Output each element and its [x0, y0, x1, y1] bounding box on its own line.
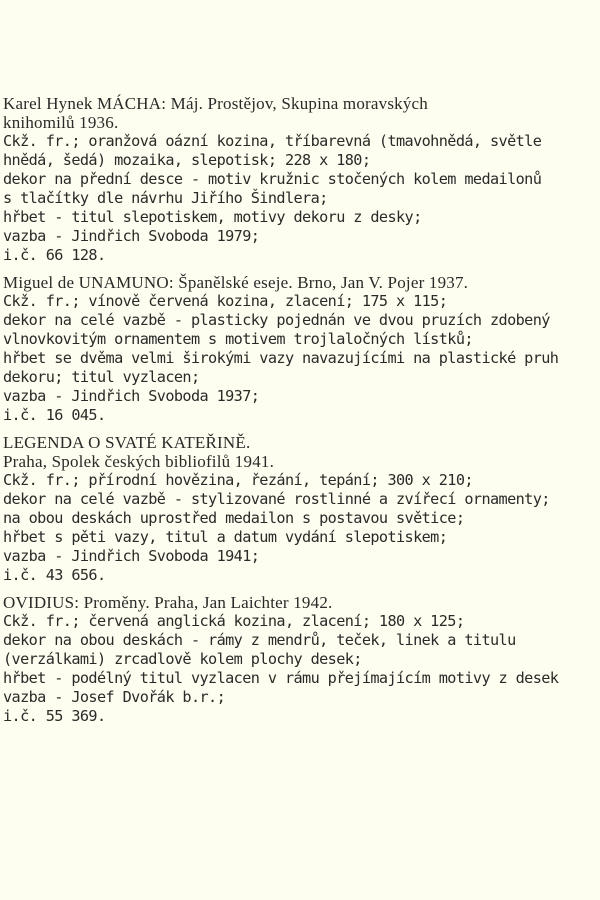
entry-binder: vazba - Jindřich Svoboda 1941; — [3, 547, 260, 565]
entry-title: Miguel de UNAMUNO: Španělské eseje. Brno, Jan V. Pojer 1937. — [3, 273, 469, 292]
entry-decor-continued: (verzálkami) zrcadlově kolem plochy desek; — [3, 650, 362, 668]
entry-decor: dekor na celé vazbě - stylizované rostlinné a zvířecí ornamenty; — [3, 490, 550, 508]
entry-spine: hřbet - titul slepotiskem, motivy dekoru z desky; — [3, 208, 422, 226]
catalog-entry-unamuno — [3, 273, 600, 425]
entry-title-continued: knihomilů 1936. — [3, 113, 119, 132]
catalog-page — [3, 94, 600, 734]
entry-decor-continued: na obou deskách uprostřed medailon s postavou světice; — [3, 509, 465, 527]
entry-binding-material: Ckž. fr.; přírodní hovězina, řezání, tepání; 300 x 210; — [3, 471, 473, 489]
catalog-entry-ovidius — [3, 593, 600, 726]
entry-binder: vazba - Jindřich Svoboda 1979; — [3, 227, 260, 245]
entry-title: Karel Hynek MÁCHA: Máj. Prostějov, Skupina moravských — [3, 94, 428, 113]
entry-binding-material: Ckž. fr.; červená anglická kozina, zlacení; 180 x 125; — [3, 612, 465, 630]
entry-spine: hřbet - podélný titul vyzlacen v rámu přejímajícím motivy z desek — [3, 669, 559, 687]
entry-decor-continued: vlnovkovitým ornamentem s motivem trojlaločných lístků; — [3, 330, 473, 348]
entry-title: OVIDIUS: Proměny. Praha, Jan Laichter 1942. — [3, 593, 333, 612]
entry-binder: vazba - Josef Dvořák b.r.; — [3, 688, 226, 706]
entry-inventory-number: i.č. 66 128. — [3, 246, 106, 264]
entry-binding-material: Ckž. fr.; vínově červená kozina, zlacení; 175 x 115; — [3, 292, 448, 310]
entry-title: LEGENDA O SVATÉ KATEŘINĚ. — [3, 433, 251, 452]
entry-decor: dekor na přední desce - motiv kružnic stočených kolem medailonů — [3, 170, 542, 188]
entry-inventory-number: i.č. 43 656. — [3, 566, 106, 584]
entry-spine: hřbet s pěti vazy, titul a datum vydání slepotiskem; — [3, 528, 448, 546]
entry-decor: dekor na obou deskách - rámy z mendrů, teček, linek a titulu — [3, 631, 516, 649]
entry-inventory-number: i.č. 55 369. — [3, 707, 106, 725]
entry-binding-material: Ckž. fr.; oranžová oázní kozina, tříbarevná (tmavohnědá, světle — [3, 132, 542, 150]
catalog-entry-macha — [3, 94, 600, 265]
entry-binding-material-continued: hnědá, šedá) mozaika, slepotisk; 228 x 180; — [3, 151, 371, 169]
entry-title-continued: Praha, Spolek českých bibliofilů 1941. — [3, 452, 275, 471]
entry-decor-continued: s tlačítky dle návrhu Jiřího Šindlera; — [3, 189, 328, 207]
entry-binder: vazba - Jindřich Svoboda 1937; — [3, 387, 260, 405]
entry-decor: dekor na celé vazbě - plasticky pojednán ve dvou pruzích zdobený — [3, 311, 550, 329]
entry-inventory-number: i.č. 16 045. — [3, 406, 106, 424]
entry-spine: hřbet se dvěma velmi širokými vazy navazujícími na plastické pruh — [3, 349, 559, 367]
catalog-entry-legenda — [3, 433, 600, 585]
entry-spine-continued: dekoru; titul vyzlacen; — [3, 368, 200, 386]
